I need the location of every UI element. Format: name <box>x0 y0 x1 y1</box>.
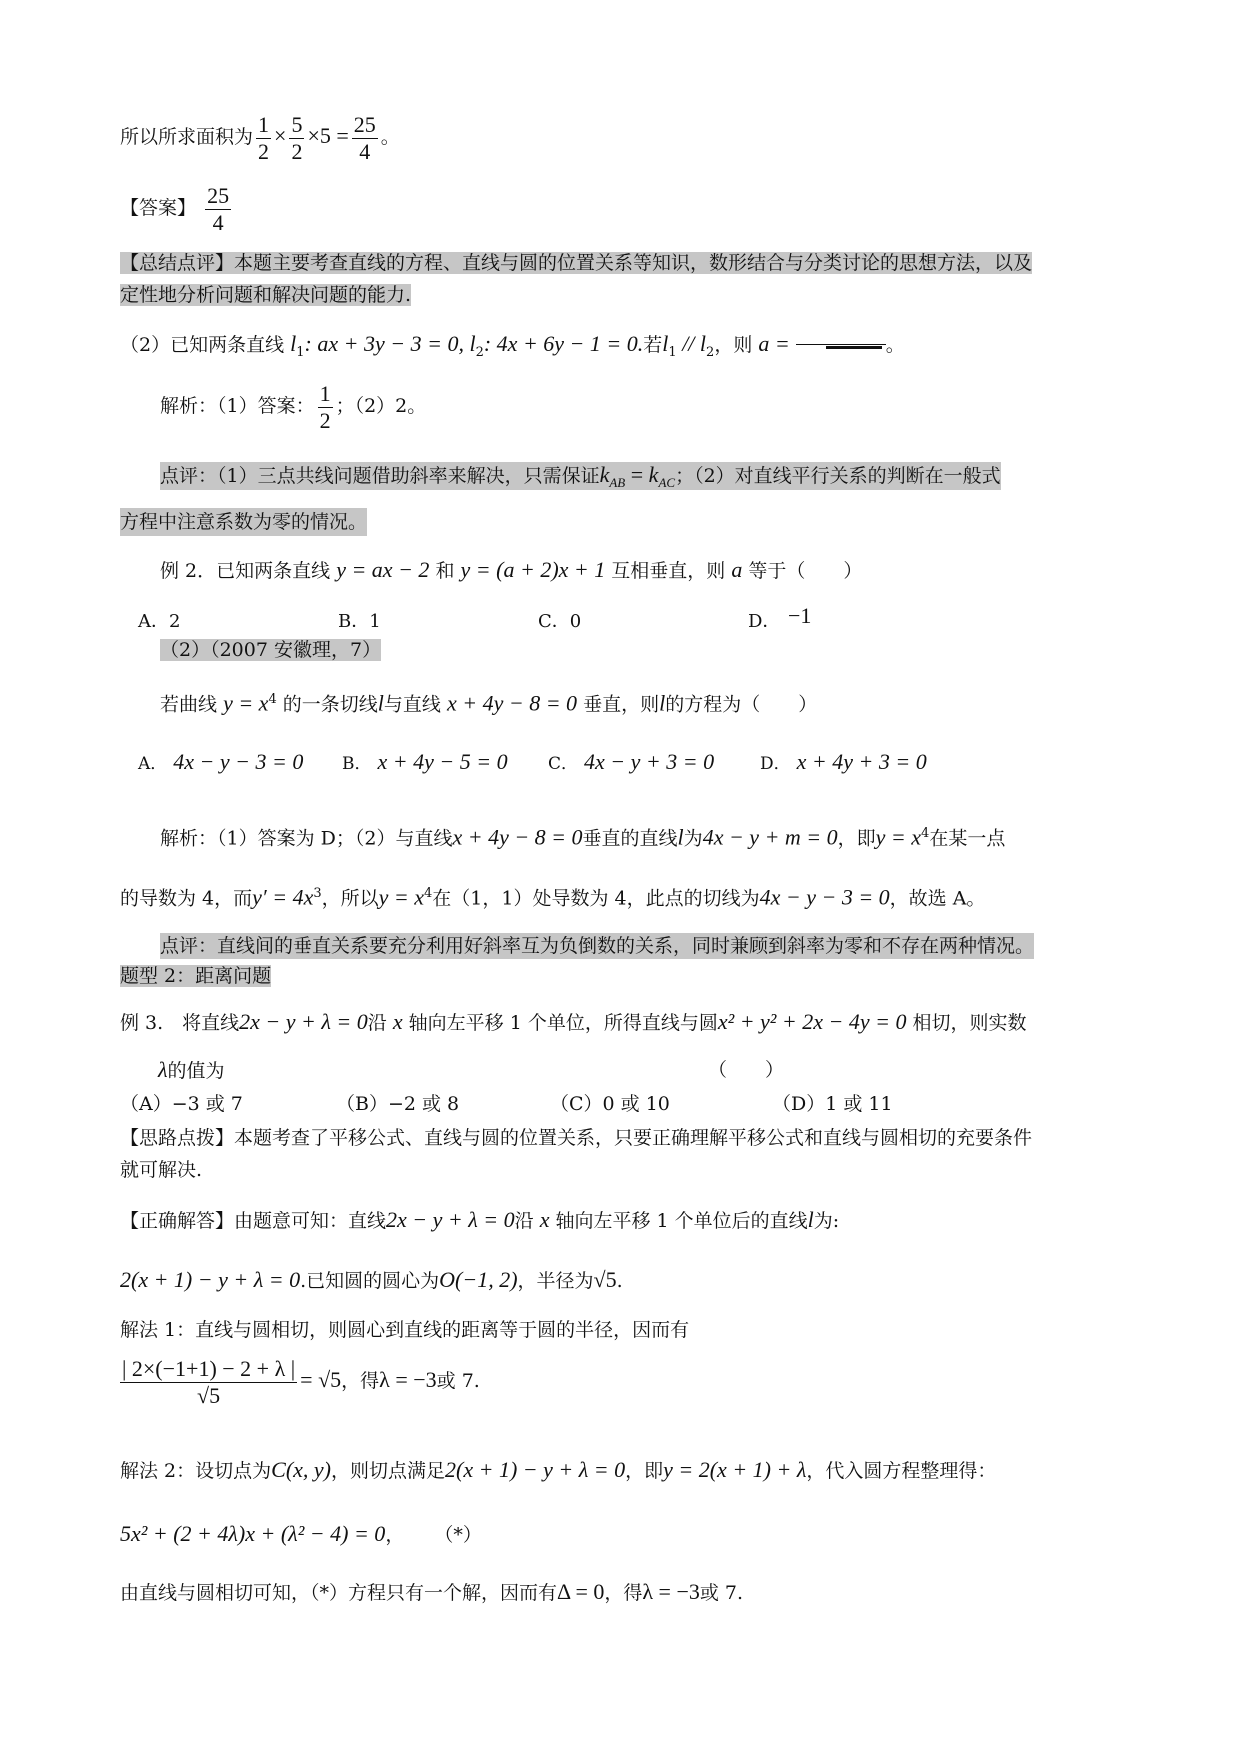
text: ，所以 <box>321 887 379 910</box>
math: y = x <box>875 824 922 850</box>
option-c: C．0 <box>538 611 582 632</box>
option-b: B．1 <box>338 611 381 632</box>
option-d: （D）1 或 11 <box>772 1093 893 1115</box>
math: x² + y² + 2x − 4y = 0 <box>717 1009 907 1034</box>
text: （2）已知两条直线 <box>120 334 285 356</box>
option-a: A．2 <box>138 611 181 632</box>
text: ，则切点满足 <box>331 1460 446 1482</box>
review-3 <box>160 932 1130 960</box>
text: 轴向左平移 1 个单位，所得直线与圆 <box>408 1012 718 1034</box>
math: √5 <box>593 1267 617 1292</box>
math: l <box>659 690 666 716</box>
method-1 <box>120 1316 1130 1344</box>
math: l <box>377 690 384 716</box>
answer-paren: （ ） <box>708 1059 785 1081</box>
text: ，即 <box>837 827 876 850</box>
math: 2(x + 1) − y + λ = 0 <box>445 1457 626 1482</box>
text: 在某一点 <box>929 827 1006 850</box>
option-a: （A）−3 或 7 <box>120 1093 243 1115</box>
math: 4x − y − 3 = 0 <box>759 884 890 910</box>
review-2-cont <box>120 508 1130 536</box>
text: 定性地分析问题和解决问题的能力. <box>120 284 412 306</box>
option-d-value: −1 <box>788 603 812 628</box>
subscript: 1 <box>296 344 305 360</box>
review-summary-cont <box>120 281 1130 309</box>
text: 等于（ ） <box>748 560 863 582</box>
math: λ = −3 <box>642 1579 700 1604</box>
text: ；（2）2。 <box>335 395 427 417</box>
text: 的值为 <box>167 1060 225 1082</box>
math: Δ = 0 <box>557 1579 605 1604</box>
math: : ax + 3y − 3 = 0, <box>304 331 470 356</box>
math: l <box>699 331 707 356</box>
section-heading: 题型 2：距离问题 <box>120 965 272 987</box>
math: 4x − y + m = 0 <box>702 824 838 850</box>
math: y = 2(x + 1) + λ <box>663 1457 807 1482</box>
text: 若 <box>643 334 663 356</box>
fraction: $\frac{| 2\times(-1+1) - 2 + \lambda |}{√5}$ <box>122 1355 296 1408</box>
option-c: （C）0 或 10 <box>550 1093 670 1115</box>
subscript: 2 <box>475 344 484 360</box>
hint-line-cont <box>120 1156 1130 1184</box>
hint-line <box>120 1124 1130 1152</box>
math: y = (a + 2)x + 1 <box>460 557 606 582</box>
text: 解析：（1）答案： <box>160 395 315 417</box>
text: 的方程为（ ） <box>665 693 818 716</box>
text: ，得 <box>604 1582 643 1604</box>
fraction: $\frac{1}{2}$ <box>319 380 331 433</box>
text: ，则 <box>714 334 753 356</box>
text: 互相垂直，则 <box>611 560 726 582</box>
math: l <box>677 824 684 850</box>
math: a = <box>758 331 790 356</box>
fraction: $\frac{25}{4}$ <box>207 182 230 235</box>
method-2 <box>120 1456 1130 1485</box>
text: ， <box>385 1524 405 1546</box>
solution-2-cont: 的导数为 4，而$y' = 4x^3$，所以$y = x^4$在（1，1）处导数为 4，此点的切线为4x − y − 3 = 0，故选 A。 <box>120 884 986 910</box>
subscript: 1 <box>668 344 677 360</box>
fraction: $\frac{1}{2}$ <box>258 111 270 164</box>
text: 在（1，1）处导数为 4，此点的切线为 <box>432 887 760 910</box>
area-result-line: 所以所求面积为 $\frac{1}{2}$ × $\frac{5}{2}$ ×5 = $\frac{25}{4}$ 。 <box>120 111 400 164</box>
text: 若曲线 <box>160 693 218 716</box>
math: ×5 = <box>307 123 349 148</box>
fraction: $\frac{5}{2}$ <box>291 111 303 164</box>
example-3 <box>120 1008 1130 1037</box>
text: 。 <box>885 334 905 356</box>
math: x + 4y − 8 = 0 <box>446 690 578 716</box>
math: // <box>676 331 700 356</box>
math: x + 4y − 8 = 0 <box>452 824 583 850</box>
method-2-end <box>120 1578 1130 1607</box>
review-2 <box>160 458 1130 500</box>
text: 解法 1：直线与圆相切，则圆心到直线的距离等于圆的半径，因而有 <box>120 1319 690 1341</box>
text: 就可解决. <box>120 1159 203 1181</box>
math: 2(x + 1) − y + λ = 0 <box>120 1267 301 1292</box>
fraction: $\frac{25}{4}$ <box>353 111 376 164</box>
option-b: （B）−2 或 8 <box>336 1093 460 1115</box>
text: ，得 <box>341 1370 380 1392</box>
text: 为 <box>683 827 703 850</box>
section-type-2 <box>120 962 1130 990</box>
answer-blank <box>796 344 886 345</box>
text: 例 2．已知两条直线 <box>160 560 331 582</box>
text: 垂直的直线 <box>582 827 678 850</box>
text: 【正确解答】由题意可知：直线 <box>120 1210 387 1232</box>
math: 2x − y + λ = 0 <box>239 1009 368 1034</box>
text: .已知圆的圆心为 <box>300 1270 440 1292</box>
text: 的一条切线 <box>282 693 378 716</box>
review-summary <box>120 249 1130 277</box>
math: l <box>807 1207 814 1232</box>
example-2b-question: 若曲线 $y = x^4$ 的一条切线l与直线 x + 4y − 8 = 0 垂直，则l的方程为（ ） <box>160 690 818 716</box>
text: （2）（2007 安徽理，7） <box>160 639 382 661</box>
text: ，半径为 <box>517 1270 594 1292</box>
text: 解析：（1）答案为 D；（2）与直线 <box>160 827 453 850</box>
option-b: B． x + 4y − 5 = 0 <box>342 749 508 774</box>
math: x <box>392 1009 403 1034</box>
text: 的导数为 4，而 <box>120 887 253 910</box>
math: y = x <box>223 690 269 716</box>
example-3-cont <box>158 1056 1130 1085</box>
math: : 4x + 6y − 1 = 0. <box>483 331 644 356</box>
method-1-equation <box>120 1350 1130 1411</box>
option-c: C． 4x − y + 3 = 0 <box>548 749 715 774</box>
math: C(x, y) <box>271 1457 331 1482</box>
subscript: 2 <box>706 344 715 360</box>
question-2 <box>120 330 1130 367</box>
text: 点评：直线间的垂直关系要充分利用好斜率互为负倒数的关系，同时兼顾到斜率为零和不存在两种情况。 <box>160 935 1035 957</box>
answer-label: 【答案】 <box>120 197 197 219</box>
text: 垂直，则 <box>583 693 660 716</box>
highlight: 点评：（1）三点共线问题借助斜率来解决，只需保证$k_{AB} = k_{AC}$；（2）对直线平行关系的判断在一般式 <box>160 462 1001 490</box>
correct-answer <box>120 1206 1130 1235</box>
text: 为: <box>813 1210 840 1232</box>
option-d: D． <box>748 611 781 632</box>
math: = √5 <box>300 1367 342 1392</box>
math: O(−1, 2) <box>439 1267 518 1292</box>
text: 或 7. <box>436 1370 480 1392</box>
text: 方程中注意系数为零的情况。 <box>120 508 367 536</box>
text: 所以所求面积为 <box>120 126 254 148</box>
text: 相切，则实数 <box>912 1012 1027 1034</box>
text: ，代入圆方程整理得： <box>806 1460 997 1482</box>
math: λ <box>158 1057 168 1082</box>
math: l <box>662 331 669 356</box>
example-2b-label <box>160 636 1130 664</box>
text: 【总结点评】本题主要考查直线的方程、直线与圆的位置关系等知识，数形结合与分类讨论的思想方法，以及 <box>120 252 1033 274</box>
math: l <box>469 331 476 356</box>
text: 和 <box>435 560 455 582</box>
math: a <box>731 557 743 582</box>
math: y = ax − 2 <box>336 557 430 582</box>
method-2-equation <box>120 1520 1130 1549</box>
math: 2x − y + λ = 0 <box>386 1207 515 1232</box>
math: λ = −3 <box>379 1367 437 1392</box>
equation-tag: （*） <box>434 1524 482 1546</box>
example-2 <box>160 556 1130 585</box>
math: y = x <box>378 884 424 910</box>
math: 5x² + (2 + 4λ)x + (λ² − 4) = 0 <box>120 1521 386 1546</box>
correct-answer-cont <box>120 1266 1130 1295</box>
solution-1 <box>160 378 1130 434</box>
text: 轴向左平移 1 个单位后的直线 <box>555 1210 808 1232</box>
text: 沿 <box>514 1210 534 1232</box>
text: 解法 2：设切点为 <box>120 1460 272 1482</box>
option-d: D． x + 4y + 3 = 0 <box>760 749 927 774</box>
text: 沿 <box>367 1012 387 1034</box>
text: 或 7. <box>699 1582 744 1604</box>
solution-2: 解析：（1）答案为 D；（2）与直线x + 4y − 8 = 0垂直的直线l为4x − y + m = 0，即$y = x^4$在某一点 <box>160 824 1006 850</box>
text: 与直线 <box>383 693 441 716</box>
math: y′ = 4x <box>252 884 314 910</box>
answer-line <box>120 180 1130 236</box>
text: ，即 <box>625 1460 664 1482</box>
text: ，故选 A。 <box>889 887 986 910</box>
text: 由直线与圆相切可知，（*）方程只有一个解，因而有 <box>120 1582 558 1604</box>
math: l <box>290 331 297 356</box>
text: 。 <box>380 126 400 148</box>
option-a: A． 4x − y − 3 = 0 <box>138 749 304 774</box>
text: 【思路点拨】本题考查了平移公式、直线与圆的位置关系，只要正确理解平移公式和直线与圆相切的充要条件 <box>120 1127 1033 1149</box>
text: 例 3. 将直线 <box>120 1012 240 1034</box>
math: x <box>539 1207 550 1232</box>
text: . <box>616 1270 623 1292</box>
